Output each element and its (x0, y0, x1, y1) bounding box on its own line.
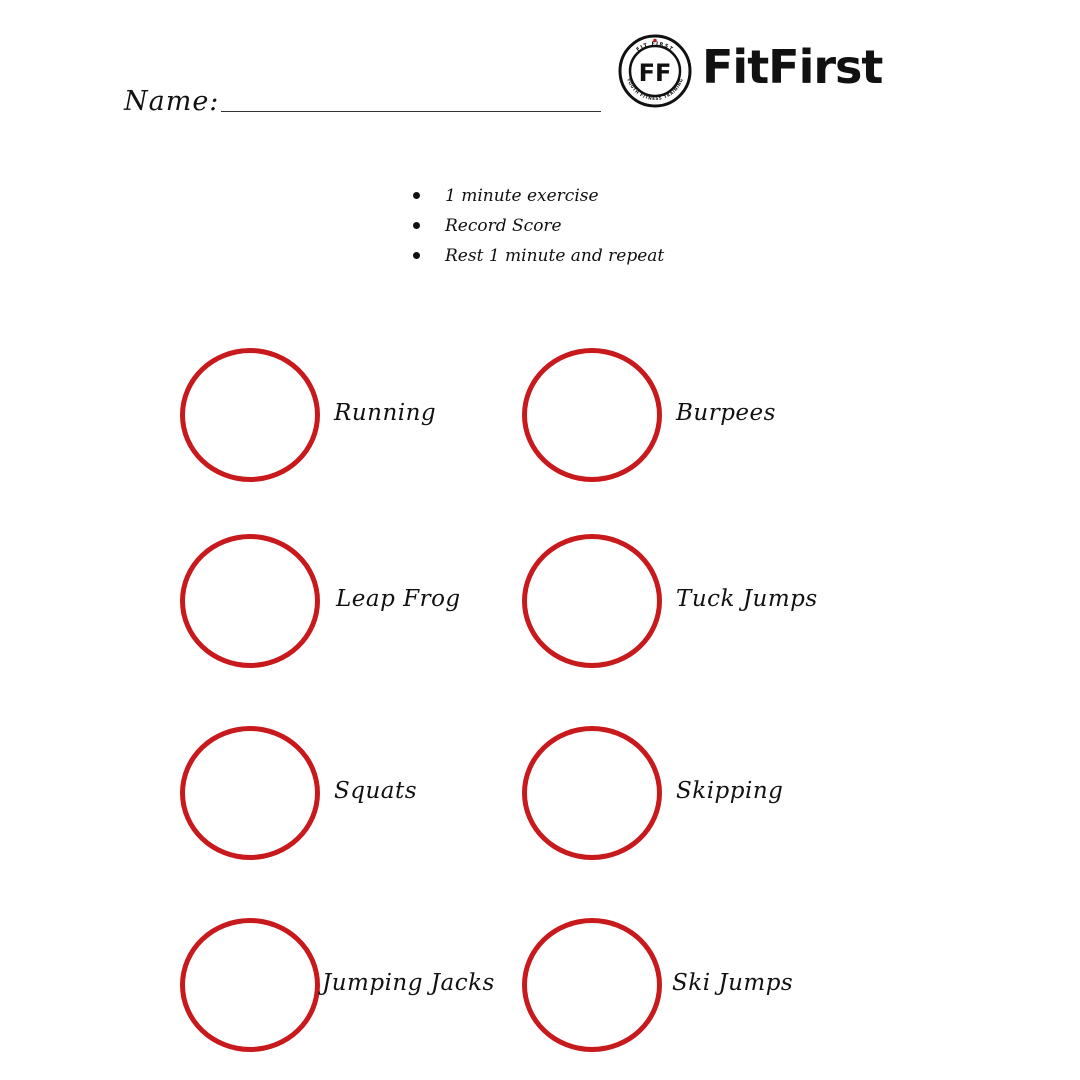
score-circle[interactable] (180, 534, 320, 668)
badge-top-text: FIT FIRST (635, 40, 675, 54)
station-label: Ski Jumps (672, 970, 794, 996)
bullet-icon (413, 192, 420, 199)
instruction-text: 1 minute exercise (445, 186, 599, 206)
instructions-list (412, 184, 664, 274)
name-label: Name: (124, 86, 220, 117)
score-circle[interactable] (522, 348, 662, 482)
score-circle[interactable] (180, 918, 320, 1052)
badge-letters: FF (638, 59, 672, 87)
station-label: Jumping Jacks (322, 970, 495, 996)
logo-wordmark: FitFirst (702, 40, 883, 94)
badge-bottom-text: YOUTH FITNESS TRAINING (626, 77, 684, 102)
instruction-item (412, 214, 664, 244)
station-label: Leap Frog (336, 586, 461, 612)
station-label: Squats (334, 778, 418, 804)
station-label: Skipping (676, 778, 784, 804)
instruction-text: Record Score (445, 216, 562, 236)
station-label: Running (334, 400, 437, 426)
instruction-text: Rest 1 minute and repeat (445, 246, 665, 266)
name-row (124, 88, 601, 115)
instruction-item (412, 244, 664, 274)
station-label: Tuck Jumps (676, 586, 818, 612)
bullet-icon (413, 222, 420, 229)
score-circle[interactable] (522, 726, 662, 860)
station-label: Burpees (676, 400, 776, 426)
score-circle[interactable] (180, 726, 320, 860)
score-circle[interactable] (180, 348, 320, 482)
name-blank-line[interactable] (221, 111, 601, 112)
fit-first-logo (618, 34, 888, 110)
bullet-icon (413, 252, 420, 259)
score-circle[interactable] (522, 918, 662, 1052)
fit-first-badge-icon (618, 34, 692, 108)
score-circle[interactable] (522, 534, 662, 668)
instruction-item (412, 184, 664, 214)
